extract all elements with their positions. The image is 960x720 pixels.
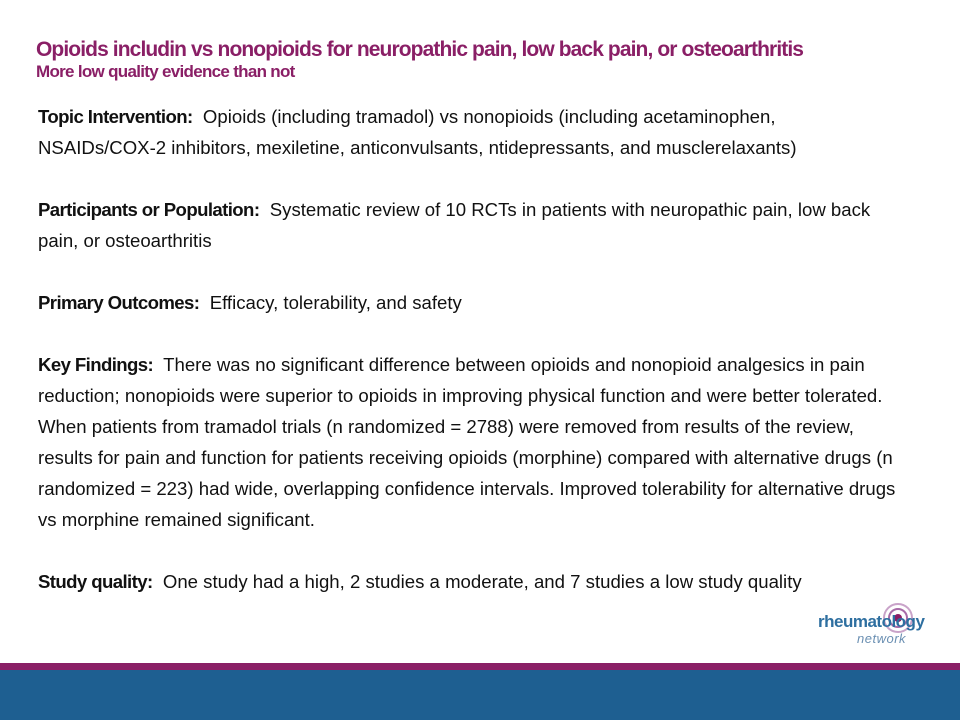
section-label: Key Findings: — [38, 354, 154, 375]
logo-name: rheumatology — [818, 612, 925, 631]
slide-content — [38, 101, 898, 597]
page-subtitle: More low quality evidence than not — [36, 62, 295, 81]
logo-sub: network — [857, 631, 907, 646]
section-primary-outcomes — [38, 287, 898, 318]
section-text: One study had a high, 2 studies a moderate, and 7 studies a low study quality — [162, 571, 802, 592]
section-participants — [38, 194, 898, 256]
section-text: Opioids (including tramadol) vs nonopioids (including acetaminophen, NSAIDs/COX-2 inhibitors, mexiletine, anticonvulsants, ntidepressants, and musclerelaxants) — [38, 106, 797, 158]
section-text: Systematic review of 10 RCTs in patients with neuropathic pain, low back pain, or osteoarthritis — [38, 199, 871, 251]
footer-bar — [0, 670, 960, 720]
section-topic-intervention — [38, 101, 898, 163]
section-label: Study quality: — [38, 571, 153, 592]
page-title: Opioids includin vs nonopioids for neuropathic pain, low back pain, or osteoarthritis — [36, 38, 804, 61]
section-label: Topic Intervention: — [38, 106, 193, 127]
rheumatology-network-logo — [818, 612, 938, 652]
section-text: Efficacy, tolerability, and safety — [209, 292, 462, 313]
section-key-findings — [38, 349, 898, 535]
section-text: There was no significant difference between opioids and nonopioid analgesics in pain reduction; nonopioids were superior to opioids in improving physical function and were better tolerated. When patients from tramadol trials (n randomized = 2788) were removed from results of the review, results for pain and function for patients receiving opioids (morphine) compared with alternative drugs (n randomized = 223) had wide, overlapping confidence intervals. Improved tolerability for alternative drugs vs morphine remained significant. — [38, 354, 896, 530]
footer-stripe — [0, 663, 960, 670]
section-label: Primary Outcomes: — [38, 292, 200, 313]
slide-title — [36, 38, 936, 81]
section-study-quality — [38, 566, 898, 597]
section-label: Participants or Population: — [38, 199, 260, 220]
